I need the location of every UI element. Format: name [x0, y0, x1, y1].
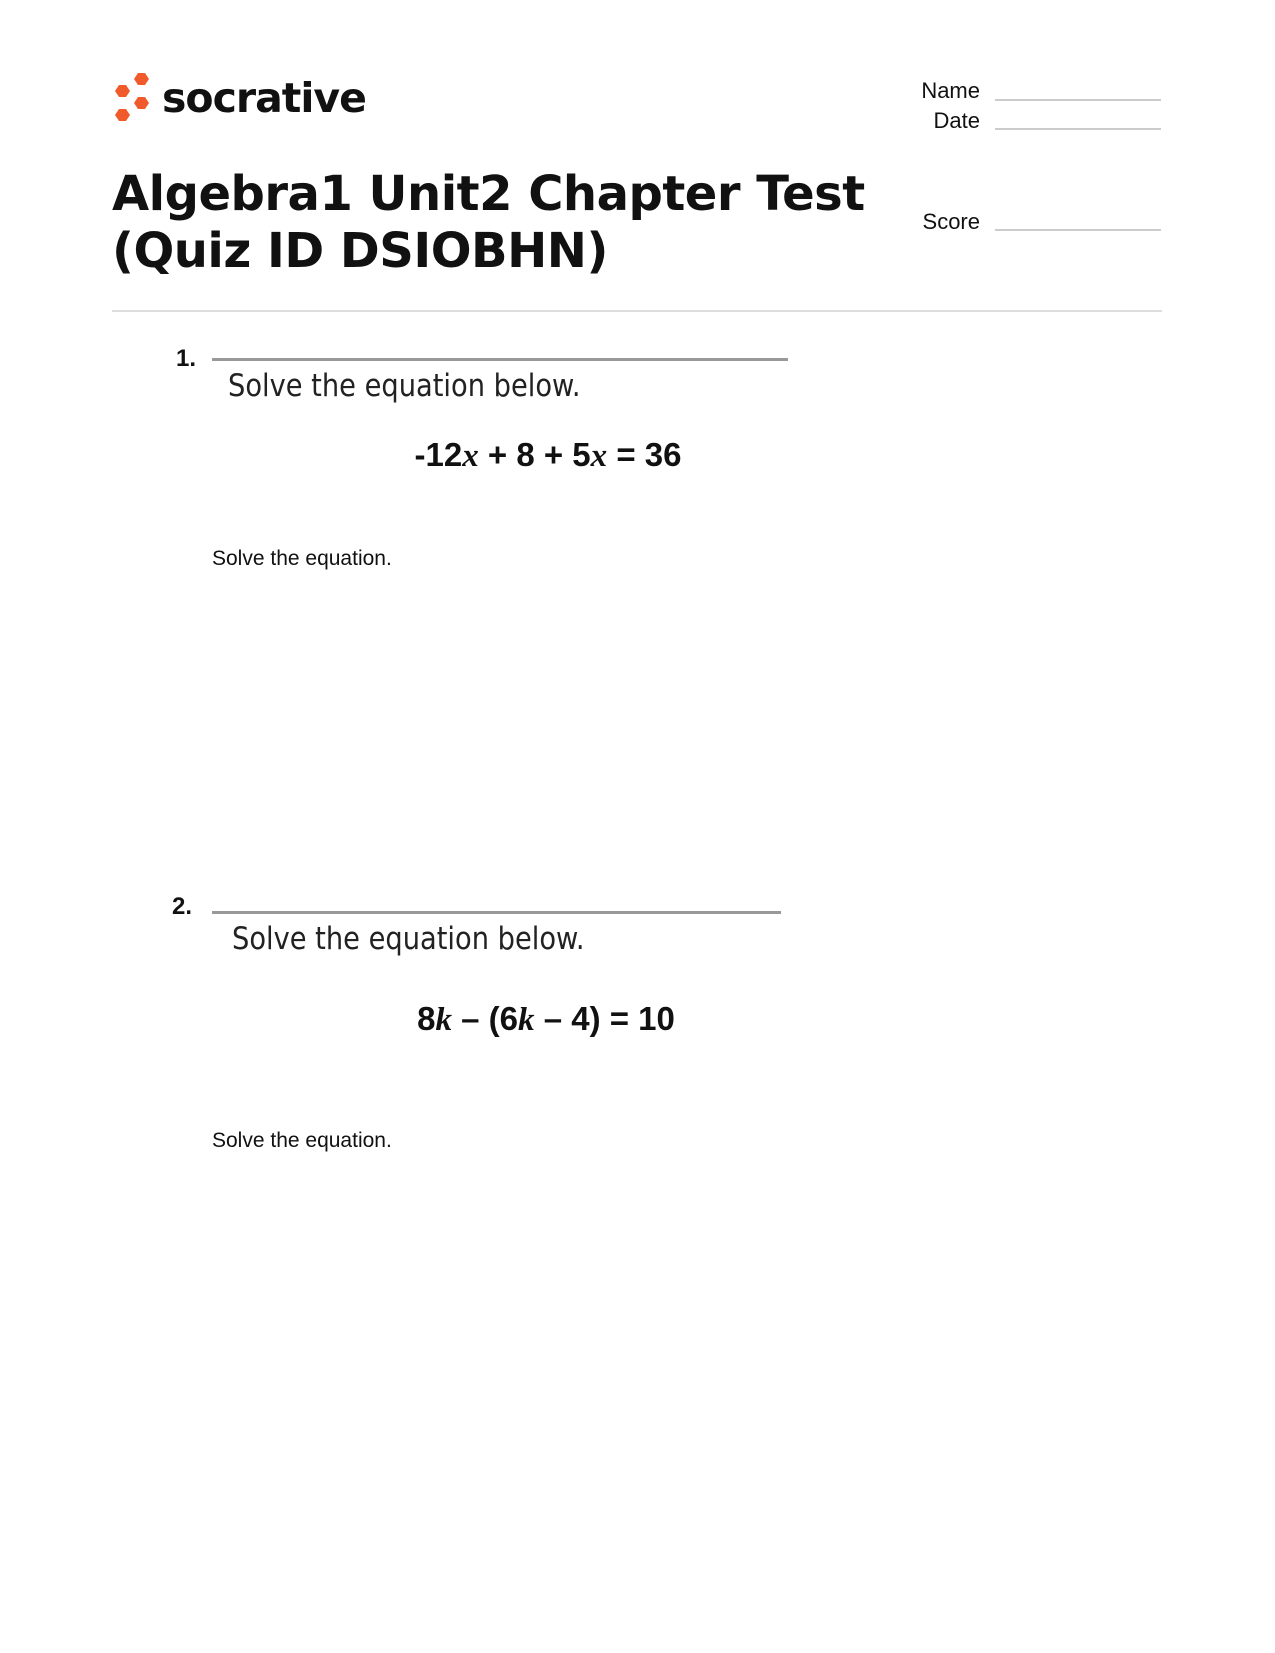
title-line-1: Algebra1 Unit2 Chapter Test [112, 166, 865, 222]
title-line-2: (Quiz ID DSIOBHN) [112, 223, 608, 279]
question-caption: Solve the equation. [212, 1129, 392, 1152]
question-number: 2. [172, 893, 193, 920]
question-prompt: Solve the equation below. [232, 921, 585, 957]
score-line [995, 229, 1161, 231]
date-line [995, 128, 1161, 130]
header-divider [112, 310, 1162, 312]
score-label: Score [922, 209, 980, 234]
brand-name: socrative [162, 74, 366, 122]
page-title [112, 166, 865, 280]
question-equation: 8k – (6k – 4) = 10 [417, 1000, 675, 1038]
socrative-logo-icon [112, 72, 152, 122]
question-number: 1. [176, 345, 197, 372]
question-image-rule [212, 911, 781, 914]
question-prompt: Solve the equation below. [228, 368, 581, 404]
question-caption: Solve the equation. [212, 547, 392, 570]
date-label: Date [933, 108, 980, 133]
name-line [995, 99, 1161, 101]
name-label: Name [921, 78, 980, 103]
question-image-rule [212, 358, 788, 361]
question-equation: -12x + 8 + 5x = 36 [414, 436, 682, 474]
